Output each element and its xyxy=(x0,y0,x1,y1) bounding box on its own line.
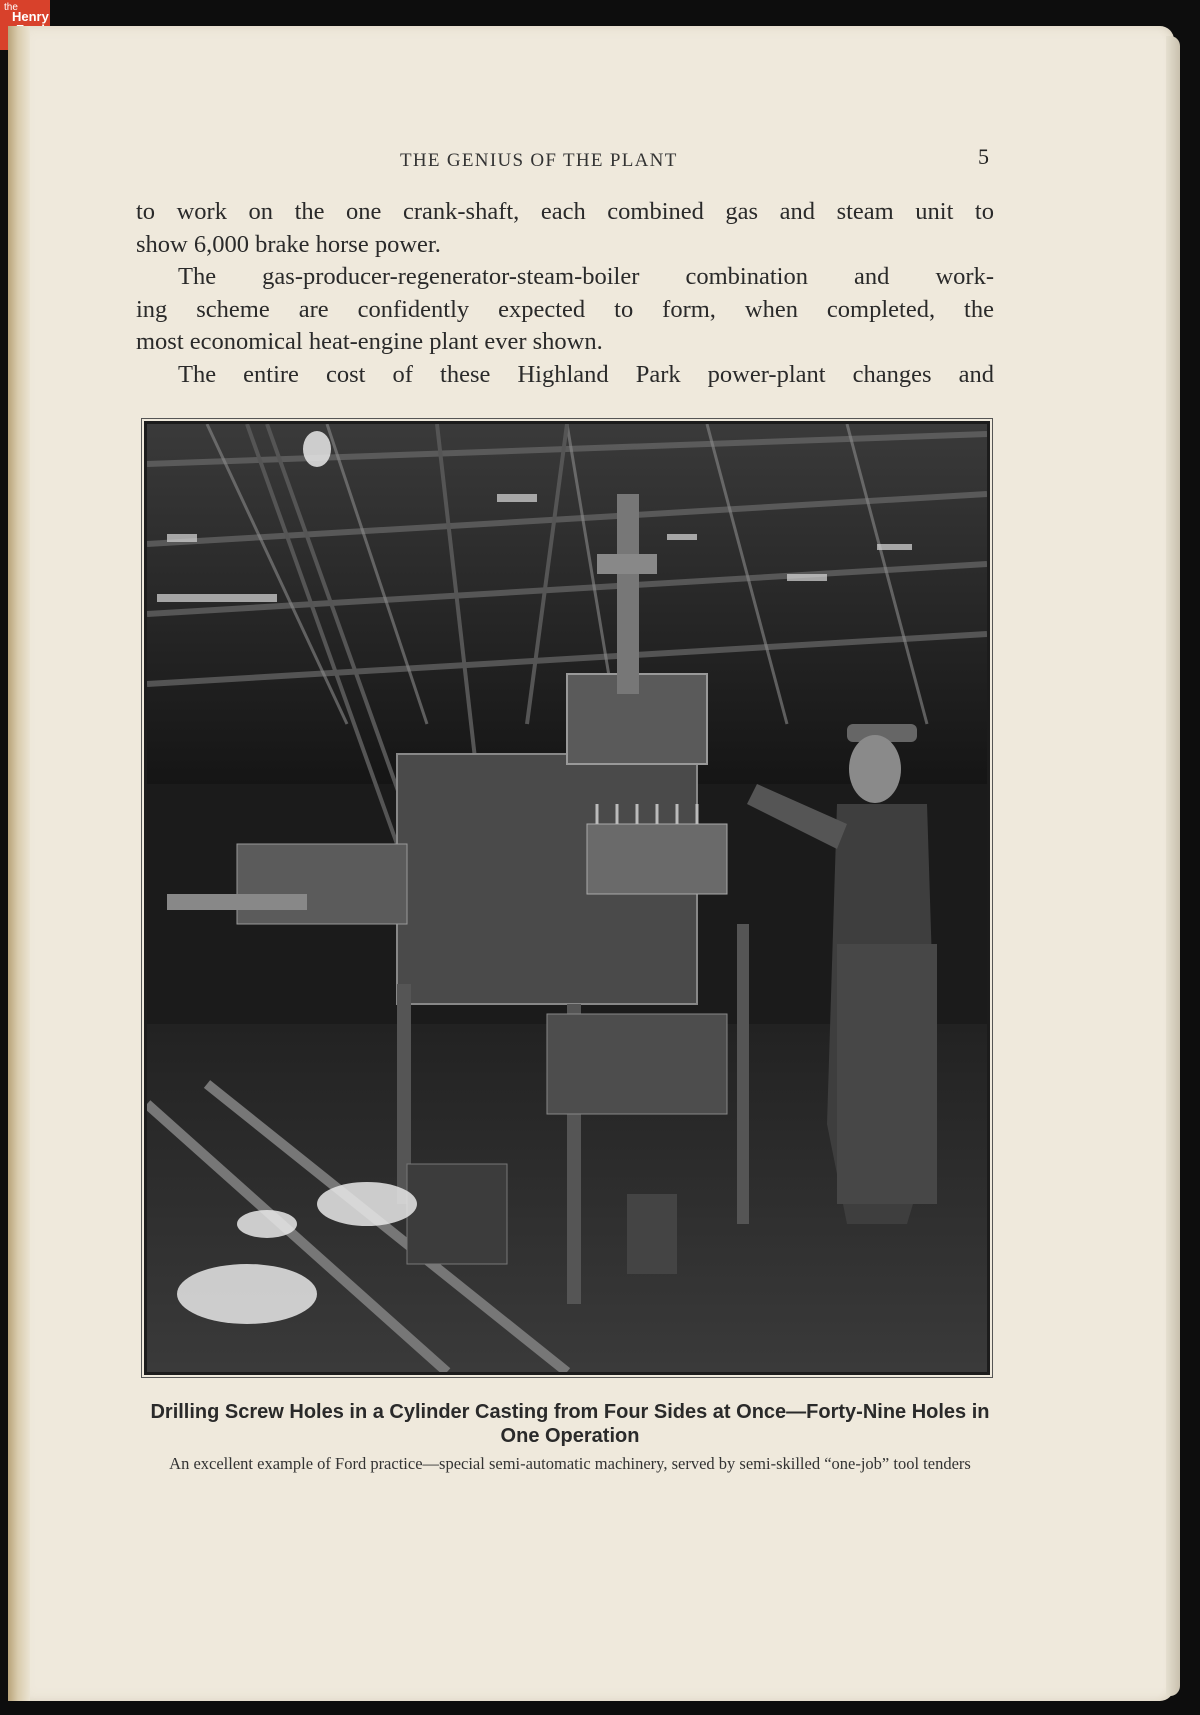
page-edge xyxy=(1166,36,1180,1696)
logo-line-2: Henry xyxy=(12,9,49,24)
text-line: The gas-producer-regenerator-steam-boiler combination and work- xyxy=(178,263,994,290)
text-line: most economical heat-engine plant ever shown. xyxy=(136,328,603,355)
text-line: to work on the one crank-shaft, each combined gas and steam unit to xyxy=(136,198,994,225)
caption-title: Drilling Screw Holes in a Cylinder Casting from Four Sides at Once—Forty-Nine Holes in One Operation xyxy=(150,1401,990,1447)
factory-photograph xyxy=(144,421,990,1375)
caption-subtitle: An excellent example of Ford practice—special semi-automatic machinery, served by semi-skilled “one-job” tool tenders xyxy=(169,1454,971,1473)
body-text xyxy=(136,196,994,391)
logo-line-1: the xyxy=(4,2,18,13)
book-spine xyxy=(8,26,30,1701)
running-head: THE GENIUS OF THE PLANT xyxy=(400,150,678,171)
drilling-machine-illustration xyxy=(147,424,987,1372)
text-line: ing scheme are confidently expected to form, when completed, the xyxy=(136,295,994,323)
page-number: 5 xyxy=(978,144,989,169)
text-line: show 6,000 brake horse power. xyxy=(136,230,441,258)
text-line: The entire cost of these Highland Park power-plant changes and xyxy=(178,360,994,388)
